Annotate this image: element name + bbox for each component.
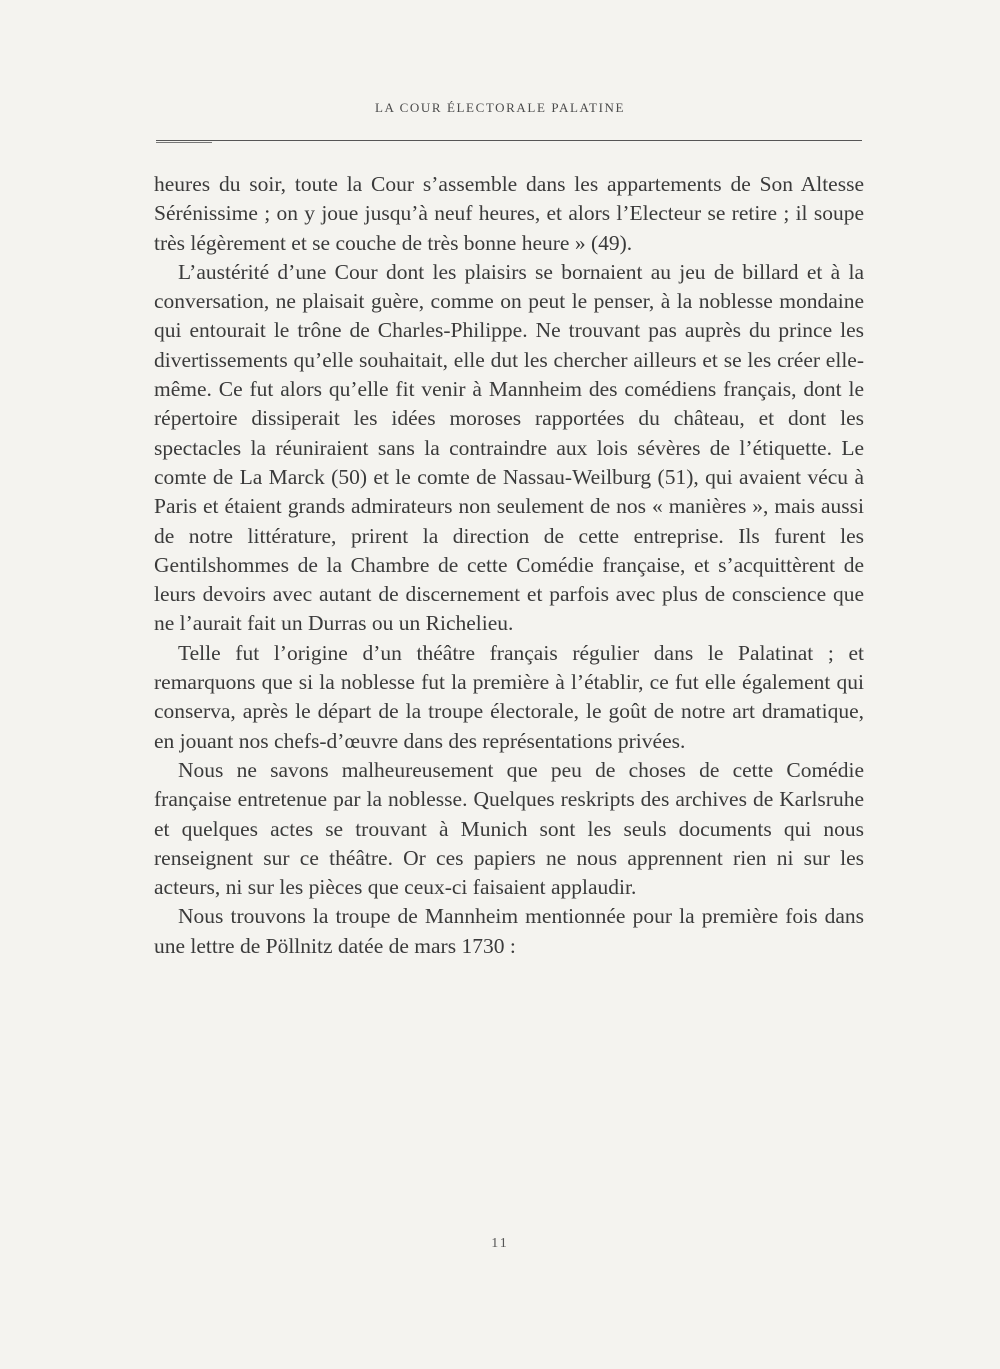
header-rule xyxy=(156,140,862,141)
paragraph: Telle fut l’origine d’un théâtre français régulier dans le Palatinat ; et remarquons que si la noblesse fut la première à l’établir, ce fut elle également qui conserva, après le départ de la troupe électorale, le goût de notre art dramatique, en jouant nos chefs-d’œuvre dans des représentations privées. xyxy=(154,640,864,753)
paragraph-continued: heures du soir, toute la Cour s’assemble dans les appartements de Son Altesse Sérénissime ; on y joue jusqu’à neuf heures, et alors l’Electeur se retire ; il soupe très légèrement et se couche de très bonne heure » (49). xyxy=(154,172,864,255)
header-rule-accent xyxy=(156,142,212,143)
running-head: LA COUR ÉLECTORALE PALATINE xyxy=(374,100,626,115)
body-text xyxy=(154,170,864,961)
page-number: 11 xyxy=(491,1236,509,1251)
paragraph: L’austérité d’une Cour dont les plaisirs se bornaient au jeu de billard et à la conversation, ne plaisait guère, comme on peut le penser, à la noblesse mondaine qui entourait le trône de Charles-Philippe. Ne trouvant pas auprès du prince les divertissements qu’elle souhaitait, elle dut les chercher ailleurs et se les créer elle-même. Ce fut alors qu’elle fit venir à Mannheim des comédiens français, dont le répertoire dissiperait les idées moroses rapportées du château, et dont les spectacles la réuniraient sans la contraindre aux lois sévères de l’étiquette. Le comte de La Marck (50) et le comte de Nassau-Weilburg (51), qui avaient vécu à Paris et étaient grands admirateurs non seulement de nos « manières », mais aussi de notre littérature, prirent la direction de cette entreprise. Ils furent les Gentilshommes de la Chambre de cette Comédie française, et s’acquittèrent de leurs devoirs avec autant de discernement et parfois avec plus de conscience que ne l’aurait fait un Durras ou un Richelieu. xyxy=(154,259,864,636)
paragraph: Nous trouvons la troupe de Mannheim mentionnée pour la première fois dans une lettre de Pöllnitz datée de mars 1730 : xyxy=(154,904,864,958)
paragraph: Nous ne savons malheureusement que peu de choses de cette Comédie française entretenue par la noblesse. Quelques reskripts des archives de Karlsruhe et quelques actes se trouvant à Munich sont les seuls documents qui nous renseignent sur ce théâtre. Or ces papiers ne nous apprennent rien ni sur les acteurs, ni sur les pièces que ceux-ci faisaient applaudir. xyxy=(154,757,864,900)
